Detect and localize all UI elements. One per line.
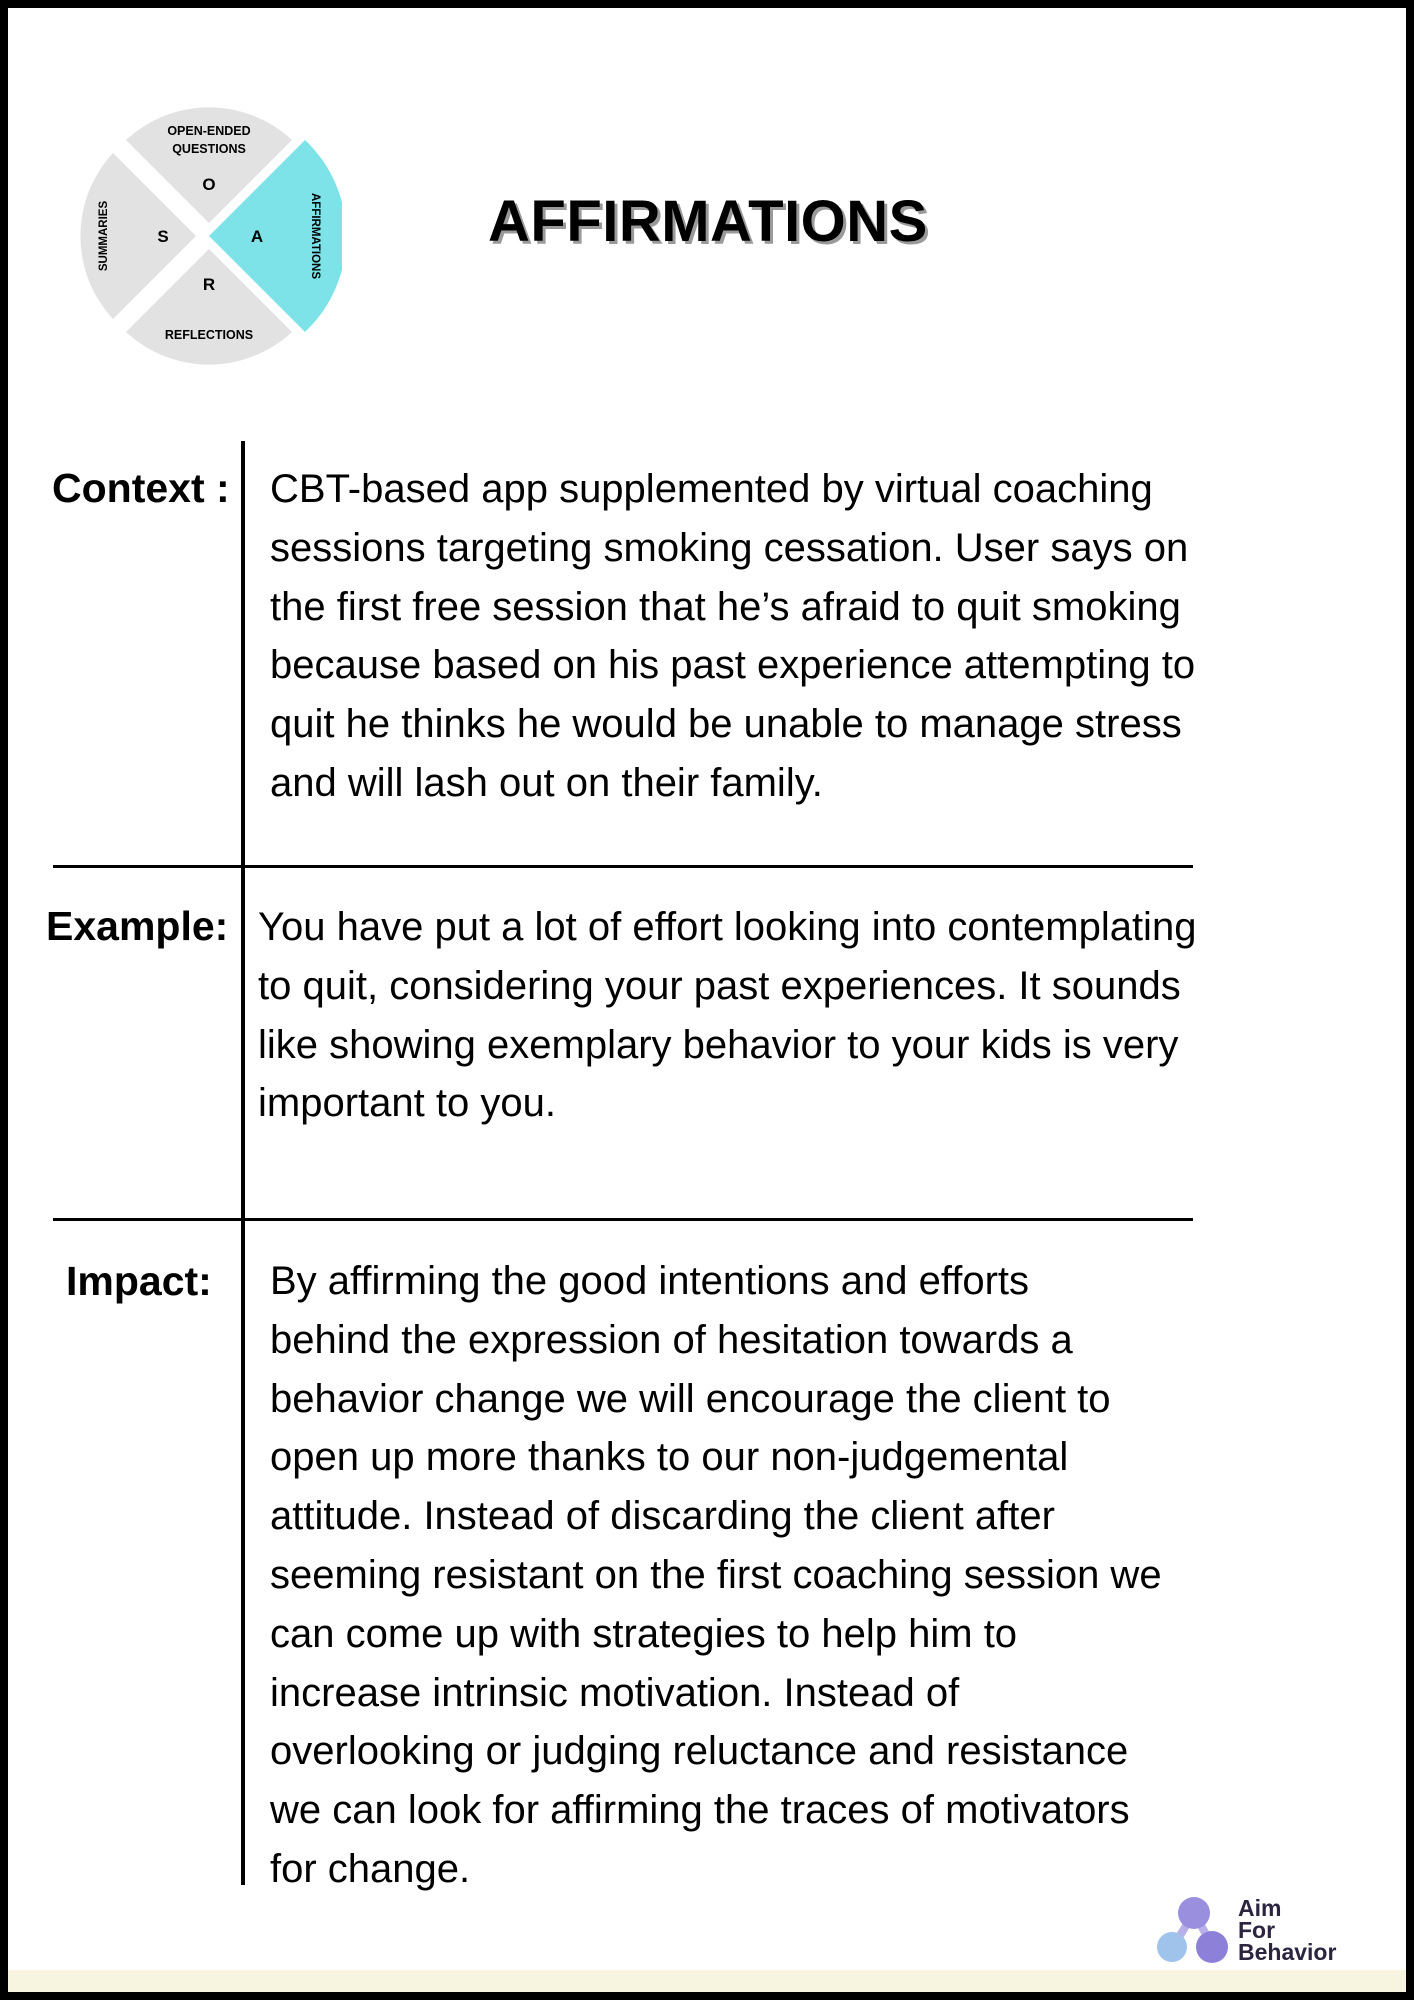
text-line: behavior change we will encourage the client to [270, 1376, 1111, 1421]
text-line: By affirming the good intentions and efforts [270, 1259, 1030, 1303]
text-line: seeming resistant on the first coaching session we [270, 1552, 1162, 1597]
aim-for-behavior-logo [1156, 1893, 1356, 1965]
impact-text [270, 1252, 1162, 1899]
logo-dots-icon [1156, 1893, 1232, 1965]
text-line: CBT-based app supplemented by virtual coaching [270, 467, 1153, 511]
wheel-letter-r: R [202, 275, 216, 294]
text-line: important to you. [258, 1081, 556, 1126]
wheel-letter-s: S [157, 227, 169, 246]
wheel-label-open-ended-1: OPEN-ENDED [167, 124, 251, 138]
vertical-divider [241, 441, 245, 1885]
text-line: the first free session that he’s afraid to quit smoking [270, 584, 1181, 629]
text-line: behind the expression of hesitation towards a [270, 1317, 1073, 1362]
wheel-label-summaries: SUMMARIES [98, 200, 110, 272]
wheel-letter-a: A [250, 227, 264, 246]
text-line: increase intrinsic motivation. Instead of [270, 1670, 960, 1715]
context-text [270, 460, 1195, 813]
text-line: for change. [270, 1846, 471, 1891]
wheel-letter-o: O [202, 175, 216, 194]
text-line: we can look for affirming the traces of motivators [270, 1788, 1130, 1833]
text-line: to quit, considering your past experiences. It sounds [258, 963, 1181, 1008]
text-line: can come up with strategies to help him to [270, 1611, 1018, 1656]
text-line: open up more thanks to our non-judgemental [270, 1435, 1069, 1480]
text-line: attitude. Instead of discarding the client after [270, 1494, 1055, 1539]
text-line: sessions targeting smoking cessation. User says on [270, 525, 1189, 570]
logo-wordmark [1238, 1897, 1336, 1963]
impact-label: Impact: [66, 1258, 212, 1304]
logo-line: Aim [1238, 1895, 1282, 1921]
example-label: Example: [46, 903, 229, 949]
logo-line: Behavior [1238, 1939, 1337, 1965]
wheel-label-affirmations: AFFIRMATIONS [309, 192, 321, 280]
horizontal-divider [53, 865, 1193, 868]
logo-line: For [1238, 1917, 1276, 1943]
soar-wheel-diagram [76, 103, 342, 369]
horizontal-divider [53, 1218, 1193, 1221]
wheel-label-reflections: REFLECTIONS [164, 328, 254, 342]
example-text [258, 898, 1196, 1133]
wheel-label-open-ended-2: QUESTIONS [172, 142, 246, 156]
text-line: quit he thinks he would be unable to manage stress [270, 702, 1182, 747]
page-title: AFFIRMATIONS [488, 189, 928, 254]
text-line: overlooking or judging reluctance and resistance [270, 1729, 1129, 1774]
bottom-strip [8, 1970, 1406, 1992]
text-line: like showing exemplary behavior to your kids is very [258, 1022, 1179, 1067]
text-line: because based on his past experience attempting to [270, 643, 1196, 688]
text-line: and will lash out on their family. [270, 760, 823, 805]
context-label: Context : [52, 465, 230, 511]
text-line: You have put a lot of effort looking into contemplating [258, 905, 1197, 949]
